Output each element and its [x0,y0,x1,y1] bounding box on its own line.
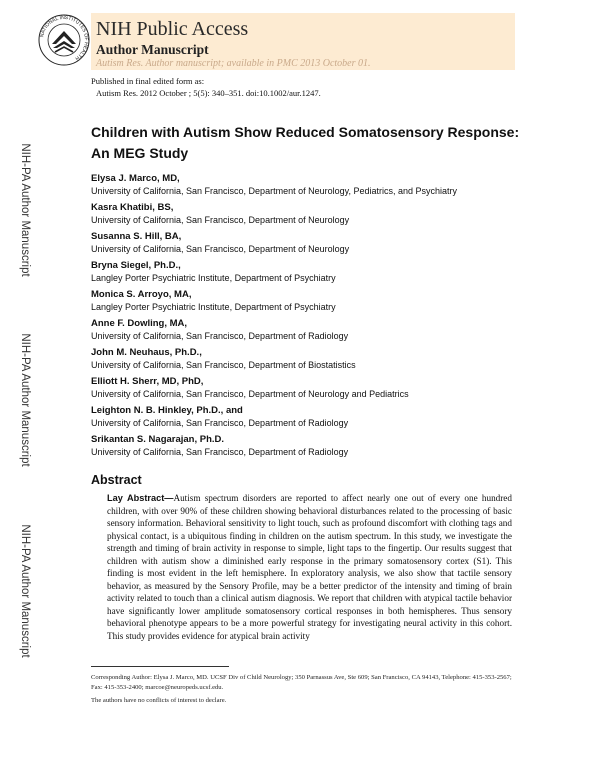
author-name: Leighton N. B. Hinkley, Ph.D., and [91,405,243,416]
correspondence-footnote: Corresponding Author: Elysa J. Marco, MD. UCSF Div of Child Neurology; 350 Parnassus Ave, Ste 609; San Francisco, CA 94143, Telephone: 415-353-2567; Fax: 415-353-2400; marcoe@neuropeds.ucsf.edu. [91,674,512,691]
side-label-top: NIH-PA Author Manuscript [19,143,31,277]
nih-seal-logo [38,14,90,66]
author-entry [91,317,571,346]
author-affiliation: University of California, San Francisco, Department of Neurology and Pediatrics [91,389,409,399]
author-affiliation: University of California, San Francisco, Department of Neurology [91,244,350,254]
author-entry [91,375,571,404]
author-name: Monica S. Arroyo, MA, [91,289,192,300]
author-affiliation: University of California, San Francisco, Department of Neurology [91,215,350,225]
author-name: Elysa J. Marco, MD, [91,173,180,184]
article-title: Children with Autism Show Reduced Somatosensory Response: An MEG Study [91,124,520,161]
footnote-divider [91,666,229,667]
citation-line: Autism Res. 2012 October ; 5(5): 340–351. doi:10.1002/aur.1247. [96,88,321,98]
author-entry [91,288,571,317]
seal-ring-text: NATIONAL INSTITUTES OF HEALTH [39,14,90,62]
author-affiliation: University of California, San Francisco, Department of Radiology [91,331,349,341]
author-entry [91,404,571,433]
author-entry [91,433,571,462]
author-name: Anne F. Dowling, MA, [91,318,188,329]
author-entry [91,201,571,230]
author-affiliation: University of California, San Francisco, Department of Radiology [91,447,349,457]
author-list [91,172,571,462]
author-entry [91,346,571,375]
author-affiliation: University of California, San Francisco, Department of Biostatistics [91,360,356,370]
author-entry [91,259,571,288]
author-affiliation: Langley Porter Psychiatric Institute, Department of Psychiatry [91,273,336,283]
author-name: Susanna S. Hill, BA, [91,231,182,242]
author-name: John M. Neuhaus, Ph.D., [91,347,202,358]
header-availability-note: Autism Res. Author manuscript; available in PMC 2013 October 01. [96,58,371,69]
header-subtitle: Author Manuscript [96,42,209,57]
author-affiliation: Langley Porter Psychiatric Institute, Department of Psychiatry [91,302,336,312]
author-name: Kasra Khatibi, BS, [91,202,174,213]
author-entry [91,172,571,201]
author-name: Bryna Siegel, Ph.D., [91,260,181,271]
abstract-lead: Lay Abstract— [107,493,174,503]
author-entry [91,230,571,259]
conflicts-footnote: The authors have no conflicts of interest to declare. [91,697,227,704]
abstract-heading: Abstract [91,473,142,487]
author-name: Elliott H. Sherr, MD, PhD, [91,376,204,387]
author-affiliation: University of California, San Francisco, Department of Radiology [91,418,349,428]
side-label-middle: NIH-PA Author Manuscript [19,333,31,467]
abstract-body [107,492,512,642]
author-affiliation: University of California, San Francisco, Department of Neurology, Pediatrics, and Psychiatry [91,186,457,196]
published-label: Published in final edited form as: [91,76,205,86]
header-title: NIH Public Access [96,18,249,40]
side-label-bottom: NIH-PA Author Manuscript [19,524,31,658]
abstract-text: Autism spectrum disorders are reported to affect nearly one out of every one hundred children, with over 90% of these children showing behavioral disturbances related to the processing of basic sensory information. Behavioral sensitivity to light touch, such as profound discomfort with clothing tags and physical contact, is a ubiquitous finding in children on the autism spectrum. In this study, we investigate the strength and timing of brain activity in response to simple, light taps to the fingertip. Our results suggest that children with autism show a diminished early response in the primary somatosensory cortex (S1). This finding is most evident in the left hemisphere. In exploratory analysis, we also show that tactile sensory behavior, as measured by the Sensory Profile, may be a better predictor of the intensity and timing of brain activity related to touch than a clinical autism diagnosis. We report that children with atypical tactile behavior have significantly lower amplitude somatosensory cortical responses in both hemispheres. Thus sensory behavioral phenotype appears to be a more powerful strategy for investigating neural activity in this cohort. This study provides evidence for atypical brain activity [107,493,512,641]
author-name: Srikantan S. Nagarajan, Ph.D. [91,434,225,445]
